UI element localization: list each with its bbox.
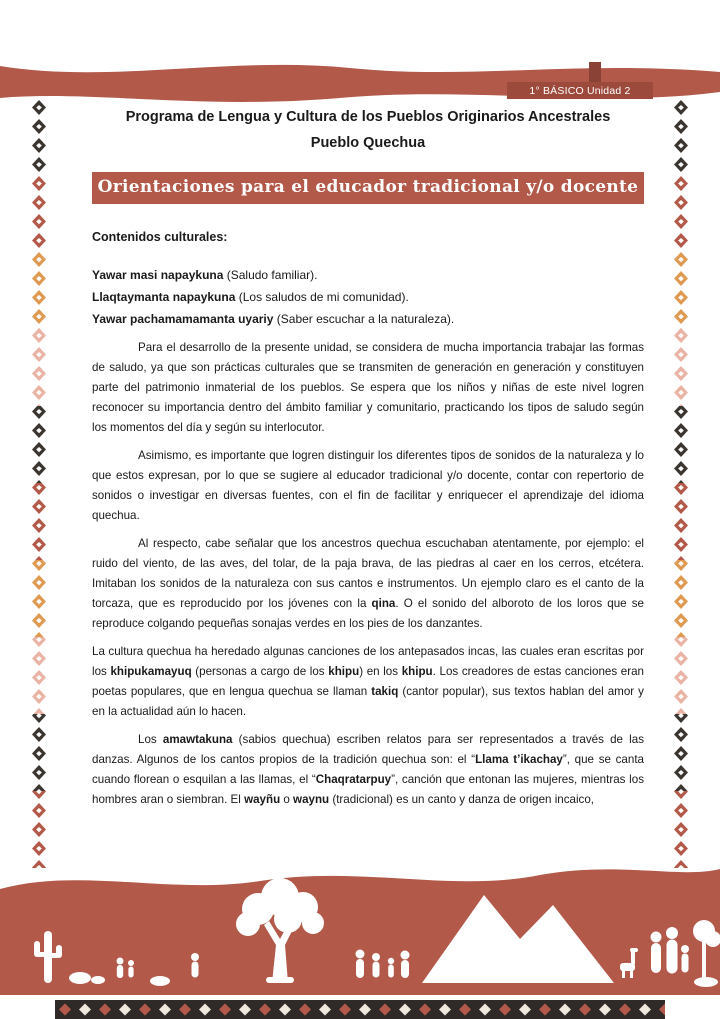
paragraph: La cultura quechua ha heredado algunas canciones de los antepasados incas, las cuales eran escritas por los khipukamayuq (personas a cargo de los khipu) en los khipu. Los creadores de estas canciones eran poetas populares, que en lengua quechua se llaman takiq (cantor popular), sus textos hablan del amor y en la actualidad aún lo hacen. — [92, 645, 644, 718]
paragraph: Los amawtakuna (sabios quechua) escriben relatos para ser representados a través de las danzas. Algunos de los cantos propios de la tradición quechua son: el “Llama t’ikachay”, que se canta cuando florean o esquilan a las llamas, el “Chaqratarpuy”, canción que entonan las mujeres, mientras los hombres aran o siembran. El wayñu o waynu (tradicional) es un canto y danza de origen incaico, — [92, 733, 645, 806]
cultural-contents-list — [92, 264, 644, 330]
document-content — [92, 104, 644, 810]
page-title-line2: Pueblo Quechua — [310, 135, 426, 151]
textile-border-left — [30, 98, 48, 868]
cultural-content-item: Yawar masi napaykuna (Saludo familiar). — [92, 268, 318, 282]
unit-badge: 1° BÁSICO Unidad 2 — [507, 82, 653, 99]
bottom-textile-strip — [55, 1000, 665, 1019]
textile-border-right — [672, 98, 690, 868]
paragraph: Asimismo, es importante que logren distinguir los diferentes tipos de sonidos de la naturaleza y lo que estos expresan, por lo que se sugiere al educador tradicional y/o docente, contar con repertorio de sonidos o investigar en diversas fuentes, con el fin de facilitar y enriquecer el aprendizaje del idioma quechua. — [92, 449, 644, 522]
page-title-line1: Programa de Lengua y Cultura de los Pueblos Originarios Ancestrales — [125, 109, 611, 125]
paragraph: Para el desarrollo de la presente unidad, se considera de mucha importancia trabajar las formas de saludo, ya que son prácticas culturales que se transmiten de generación en generación y constituyen parte del patrimonio inmaterial de los pueblos. Se espera que los niños y niñas de este nivel logren reconocer su importancia dentro del ámbito familiar y comunitario, practicando los tipos de saludo según los momentos del día y según su interlocutor. — [92, 341, 644, 434]
section-banner: Orientaciones para el educador tradicional y/o docente — [92, 172, 644, 204]
cultural-content-item: Yawar pachamamamanta uyariy (Saber escuchar a la naturaleza). — [92, 312, 455, 326]
body-paragraphs — [92, 338, 644, 810]
cultural-content-item: Llaqtaymanta napaykuna (Los saludos de mi comunidad). — [92, 290, 409, 304]
paragraph: Al respecto, cabe señalar que los ancestros quechua escuchaban atentamente, por ejemplo: el ruido del viento, de las aves, del tolar, de la paja brava, de las piedras al caer en los cerros, etcétera. Imitaban los sonidos de la naturaleza con sus cantos e instrumentos. Un ejemplo claro es el canto de la torcaza, que es reproducido por los jóvenes con la qina. O el sonido del alboroto de los loros que se reproduce colgando pequeñas sonajas verdes en los pies de los danzantes. — [92, 537, 644, 630]
andean-landscape-footer — [0, 845, 720, 995]
section-heading: Contenidos culturales: — [92, 230, 228, 244]
